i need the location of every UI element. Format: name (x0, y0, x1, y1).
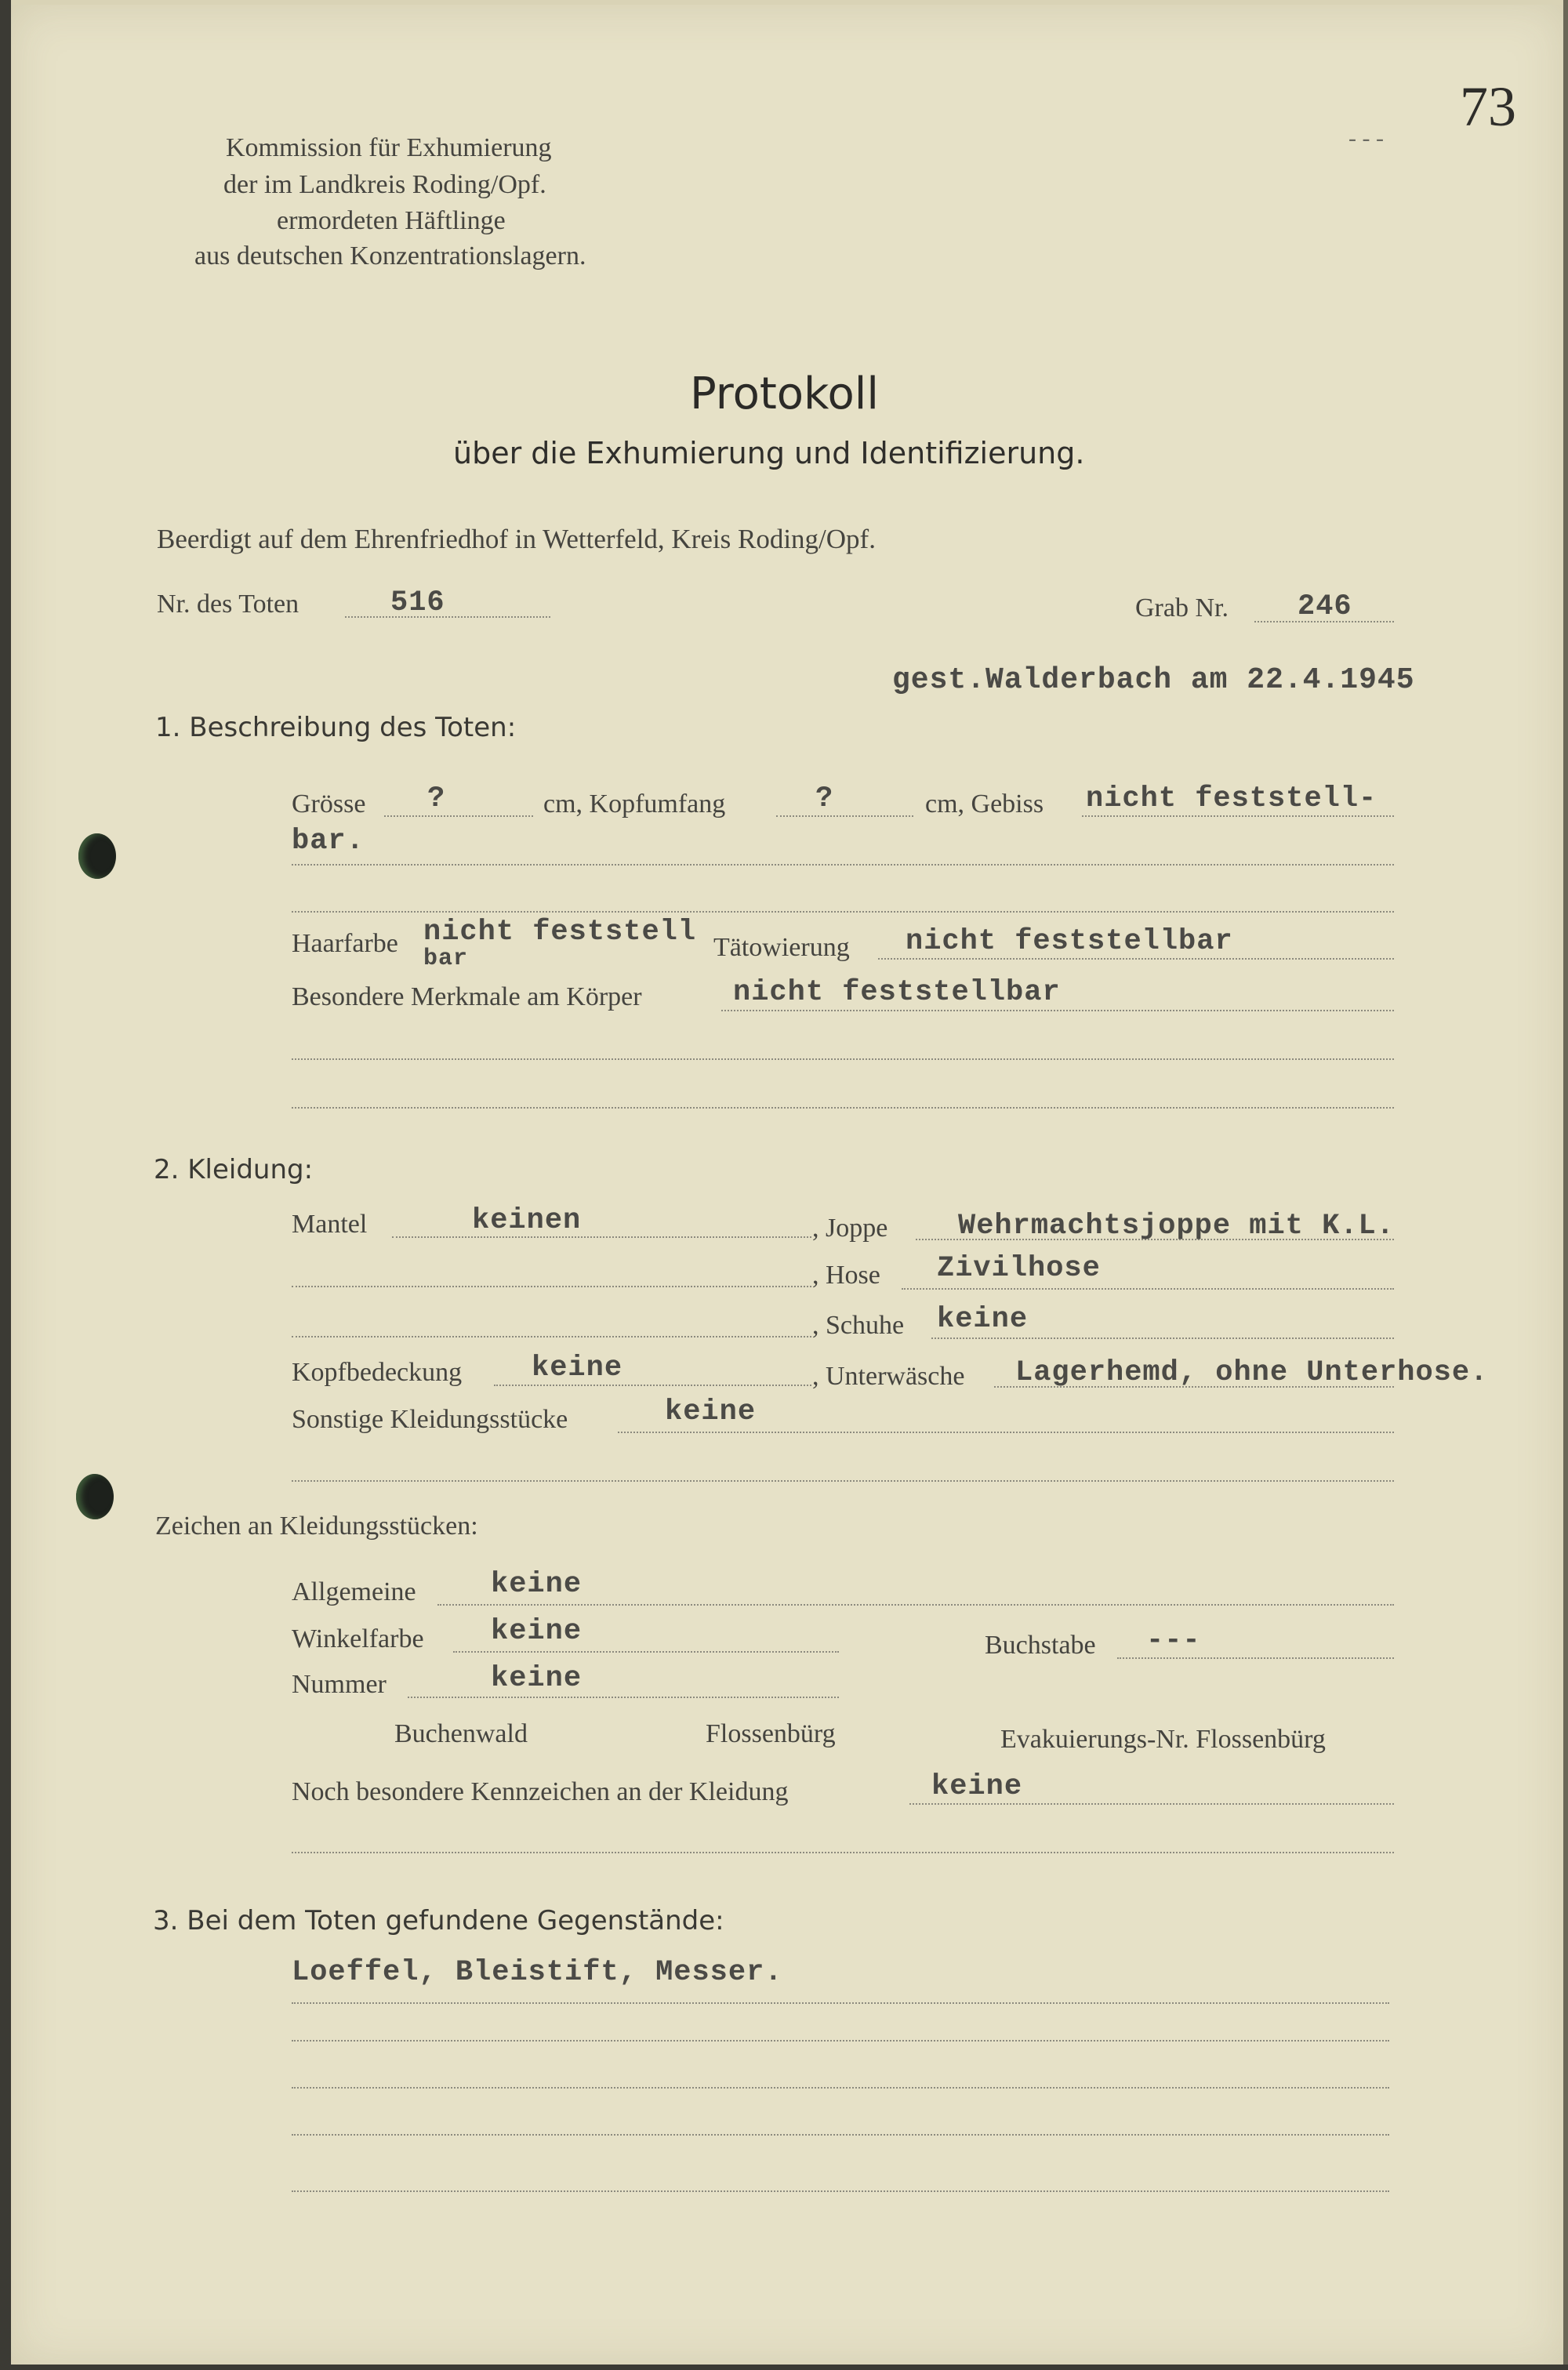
trousers-lead-line (292, 1286, 811, 1287)
trousers-value: Zivilhose (937, 1252, 1101, 1285)
shoes-label: , Schuhe (812, 1311, 905, 1340)
grave-number-value: 246 (1298, 590, 1352, 623)
teeth-line-2 (292, 864, 1394, 866)
letter-value: --- (1146, 1624, 1201, 1657)
hair-value-1: nicht feststell (423, 916, 697, 949)
number-value: keine (491, 1662, 583, 1695)
trousers-line (902, 1288, 1394, 1290)
triangle-color-label: Winkelfarbe (292, 1624, 424, 1653)
tattoo-label: Tätowierung (713, 933, 850, 962)
head-circ-line (776, 815, 913, 817)
headwear-value: keine (532, 1352, 623, 1385)
shoes-lead-line (292, 1336, 811, 1337)
grave-number-label: Grab Nr. (1135, 593, 1229, 622)
blank-line-2 (292, 1058, 1394, 1060)
header-dashes: - - - (1348, 125, 1384, 151)
camp-flossenbuerg: Flossenbürg (706, 1719, 836, 1748)
triangle-color-line (453, 1651, 839, 1653)
special-marks-line (909, 1803, 1394, 1805)
page-number: 73 (1460, 75, 1516, 138)
shoes-line (931, 1337, 1394, 1339)
tattoo-value: nicht feststellbar (906, 925, 1233, 958)
clothing-marks-heading: Zeichen an Kleidungsstücken: (155, 1512, 478, 1541)
blank-line-5 (292, 1852, 1394, 1853)
coat-value: keinen (472, 1204, 582, 1237)
burial-location: Beerdigt auf dem Ehrenfriedhof in Wetterfeld, Kreis Roding/Opf. (157, 524, 876, 554)
camp-buchenwald: Buchenwald (394, 1719, 528, 1748)
marks-value: nicht feststellbar (733, 976, 1061, 1009)
general-value: keine (491, 1568, 583, 1601)
items-line-3 (292, 2087, 1389, 2089)
punch-hole-bottom (76, 1474, 114, 1519)
teeth-value-1: nicht feststell- (1086, 782, 1377, 815)
header-line-1: Kommission für Exhumierung (226, 133, 552, 162)
teeth-value-2: bar. (292, 825, 365, 858)
hair-label: Haarfarbe (292, 929, 398, 958)
other-clothing-line (618, 1432, 1394, 1433)
shoes-value: keine (937, 1303, 1029, 1336)
death-note: gest.Walderbach am 22.4.1945 (892, 663, 1415, 697)
section-3-heading: 3. Bei dem Toten gefundene Gegenstände: (153, 1905, 724, 1936)
marks-label: Besondere Merkmale am Körper (292, 982, 642, 1011)
header-line-4: aus deutschen Konzentrationslagern. (194, 241, 586, 270)
dead-number-label: Nr. des Toten (157, 590, 299, 619)
page-title: Protokoll (690, 368, 879, 419)
headwear-line (494, 1385, 811, 1386)
triangle-color-value: keine (491, 1615, 583, 1648)
height-label: Grösse (292, 789, 366, 818)
items-line-5 (292, 2190, 1389, 2192)
page-subtitle: über die Exhumierung und Identifizierung. (453, 436, 1085, 470)
other-clothing-value: keine (665, 1396, 757, 1428)
number-line (408, 1697, 839, 1698)
blank-line-3 (292, 1107, 1394, 1109)
dead-number-value: 516 (390, 586, 445, 619)
letter-line (1117, 1657, 1394, 1659)
head-circ-label: cm, Kopfumfang (543, 789, 726, 818)
dead-number-line (345, 616, 550, 618)
letter-label: Buchstabe (985, 1631, 1096, 1660)
evacuation-number-label: Evakuierungs-Nr. Flossenbürg (1000, 1725, 1326, 1754)
underwear-value: Lagerhemd, ohne Unterhose. (1015, 1356, 1489, 1389)
teeth-line (1082, 815, 1394, 817)
blank-line-1 (292, 911, 1394, 913)
marks-line (721, 1010, 1394, 1011)
teeth-label: cm, Gebiss (925, 789, 1044, 818)
hair-value-2: bar (423, 945, 469, 972)
underwear-label: , Unterwäsche (812, 1362, 965, 1391)
items-line-4 (292, 2134, 1389, 2136)
coat-label: Mantel (292, 1210, 368, 1239)
section-1-heading: 1. Beschreibung des Toten: (155, 712, 517, 743)
head-circ-value: ? (815, 782, 834, 815)
other-clothing-label: Sonstige Kleidungsstücke (292, 1405, 568, 1434)
jacket-value: Wehrmachtsjoppe mit K.L. (958, 1210, 1395, 1243)
punch-hole-top (78, 833, 116, 879)
scan-edge-bottom (0, 2365, 1568, 2370)
items-line-2 (292, 2040, 1389, 2042)
height-line (384, 815, 533, 817)
height-value: ? (427, 782, 446, 815)
number-label: Nummer (292, 1670, 387, 1699)
special-marks-value: keine (931, 1770, 1023, 1803)
blank-line-4 (292, 1480, 1394, 1482)
tattoo-line (878, 958, 1394, 960)
jacket-label: , Joppe (812, 1214, 888, 1243)
special-marks-label: Noch besondere Kennzeichen an der Kleidung (292, 1777, 789, 1806)
scan-edge-left (0, 0, 11, 2370)
found-items-value: Loeffel, Bleistift, Messer. (292, 1956, 783, 1989)
section-2-heading: 2. Kleidung: (154, 1154, 314, 1185)
general-label: Allgemeine (292, 1577, 416, 1606)
header-line-3: ermordeten Häftlinge (277, 206, 506, 235)
coat-line (392, 1236, 811, 1238)
scan-edge-right (1563, 0, 1568, 2370)
trousers-label: , Hose (812, 1261, 880, 1290)
general-line (437, 1604, 1394, 1606)
items-line-1 (292, 2002, 1389, 2004)
headwear-label: Kopfbedeckung (292, 1358, 463, 1387)
header-line-2: der im Landkreis Roding/Opf. (223, 170, 546, 199)
